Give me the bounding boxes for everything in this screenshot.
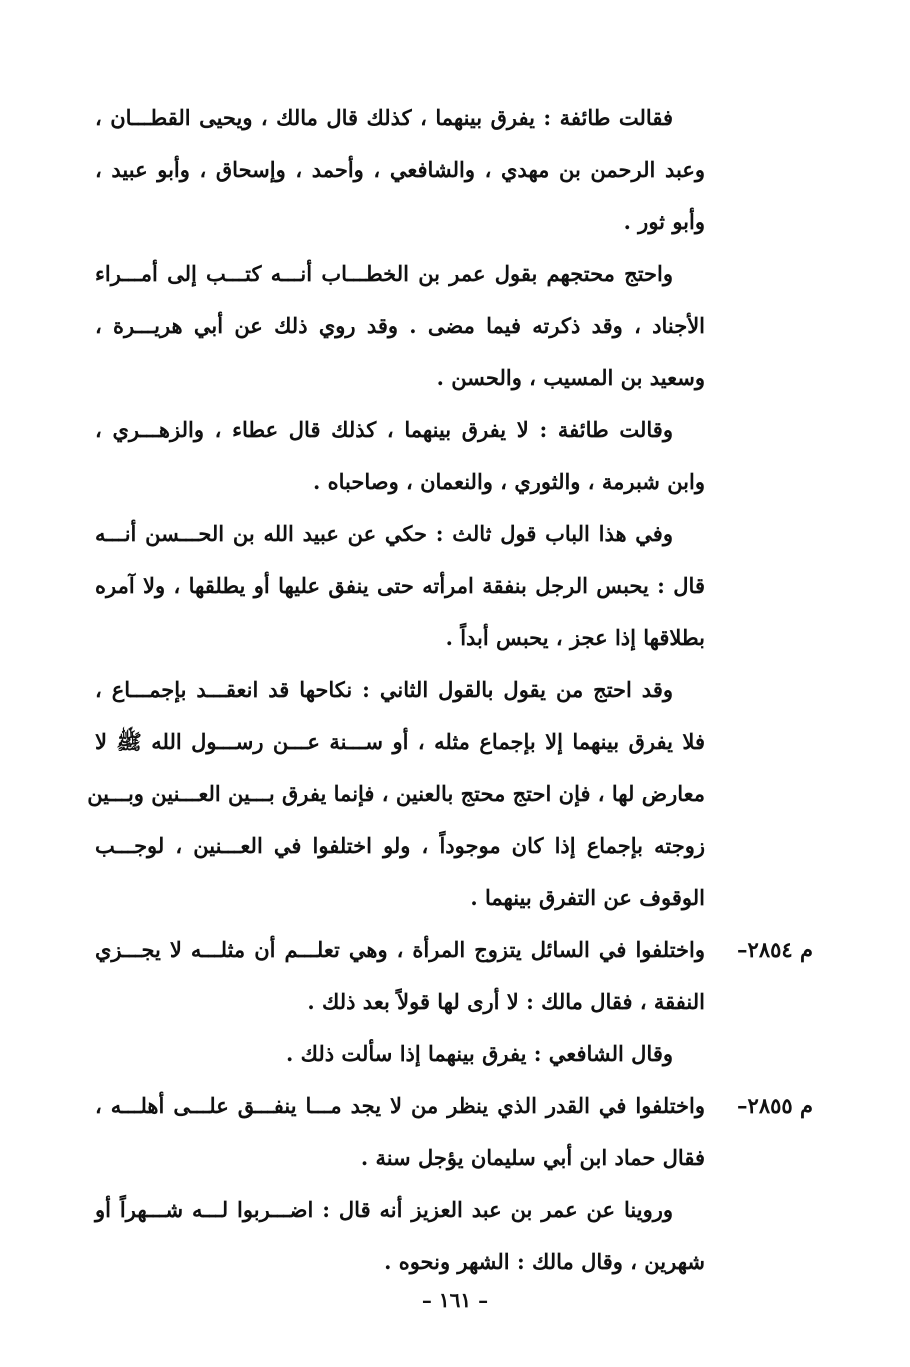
text-line-1: فقالت طائفة : يفرق بينهما ، كذلك قال مالك ، ويحيى القطـــان ، bbox=[95, 105, 673, 130]
text-line-3: وأبو ثور . bbox=[623, 209, 705, 234]
issue-number-2854: م ٢٨٥٤– bbox=[737, 937, 813, 962]
text-line-5: الأجناد ، وقد ذكرته فيما مضى . وقد روي ذلك عن أبي هريـــرة ، bbox=[95, 313, 705, 338]
text-line-15: زوجته بإجماع إذا كان موجوداً ، ولو اختلفوا في العـــنين ، لوجـــب bbox=[95, 833, 705, 858]
text-line-19: وقال الشافعي : يفرق بينهما إذا سألت ذلك . bbox=[286, 1041, 673, 1066]
text-line-14: معارض لها ، فإن احتج محتج بالعنين ، فإنما يفرق بـــين العـــنين وبـــين bbox=[87, 781, 705, 806]
text-line-4: واحتج محتجهم بقول عمر بن الخطـــاب أنـــه كتـــب إلى أمـــراء bbox=[95, 261, 673, 286]
text-line-12: وقد احتج من يقول بالقول الثاني : نكاحها قد انعقـــد بإجمـــاع ، bbox=[95, 677, 673, 702]
text-line-2: وعبد الرحمن بن مهدي ، والشافعي ، وأحمد ، وإسحاق ، وأبو عبيد ، bbox=[95, 157, 705, 182]
text-line-22: وروينا عن عمر بن عبد العزيز أنه قال : اضـــربوا لـــه شـــهراً أو bbox=[95, 1197, 673, 1222]
text-line-13: فلا يفرق بينهما إلا بإجماع مثله ، أو ســـنة عـــن رســـول الله ﷺ لا bbox=[95, 729, 705, 754]
text-line-6: وسعيد بن المسيب ، والحسن . bbox=[436, 365, 705, 390]
text-line-10: قال : يحبس الرجل بنفقة امرأته حتى ينفق عليها أو يطلقها ، ولا آمره bbox=[95, 573, 705, 598]
text-line-20: واختلفوا في القدر الذي ينظر من لا يجد مـــا ينفـــق علـــى أهلـــه ، bbox=[95, 1093, 705, 1118]
text-line-9: وفي هذا الباب قول ثالث : حكي عن عبيد الله بن الحـــسن أنـــه bbox=[95, 521, 673, 546]
issue-2854-line bbox=[95, 924, 813, 976]
text-line-17: واختلفوا في السائل يتزوج المرأة ، وهي تعلـــم أن مثلـــه لا يجـــزي bbox=[95, 937, 705, 962]
issue-number-2855: م ٢٨٥٥– bbox=[737, 1093, 813, 1118]
text-line-8: وابن شبرمة ، والثوري ، والنعمان ، وصاحباه . bbox=[313, 469, 705, 494]
text-line-16: الوقوف عن التفرق بينهما . bbox=[470, 885, 705, 910]
text-line-11: بطلاقها إذا عجز ، يحبس أبداً . bbox=[445, 625, 705, 650]
text-line-21: فقال حماد ابن أبي سليمان يؤجل سنة . bbox=[360, 1145, 705, 1170]
main-text bbox=[87, 92, 813, 1288]
text-line-7: وقالت طائفة : لا يفرق بينهما ، كذلك قال عطاء ، والزهـــري ، bbox=[95, 417, 673, 442]
text-line-18: النفقة ، فقال مالك : لا أرى لها قولاً بعد ذلك . bbox=[307, 989, 705, 1014]
issue-2855-line bbox=[95, 1080, 813, 1132]
page-number: – ١٦١ – bbox=[421, 1288, 489, 1312]
text-line-23: شهرين ، وقال مالك : الشهر ونحوه . bbox=[384, 1249, 705, 1274]
